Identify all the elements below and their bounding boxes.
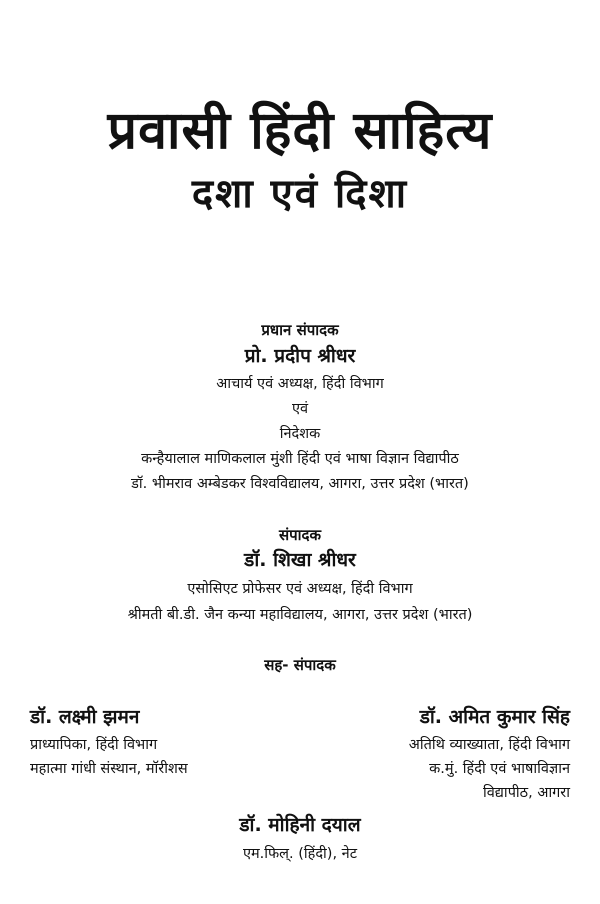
co-editor-left-name: डॉ. लक्ष्मी झमन bbox=[30, 706, 140, 728]
co-editor-right-line: क.मुं. हिंदी एवं भाषाविज्ञान bbox=[429, 761, 570, 777]
chief-editor-line: कन्हैयालाल माणिकलाल मुंशी हिंदी एवं भाषा विज्ञान विद्यापीठ bbox=[141, 451, 459, 467]
chief-editor-label: प्रधान संपादक bbox=[261, 321, 339, 339]
chief-editor-line: आचार्य एवं अध्यक्ष, हिंदी विभाग bbox=[216, 376, 384, 392]
book-subtitle: दशा एवं दिशा bbox=[191, 171, 409, 217]
editor-label: संपादक bbox=[278, 526, 322, 544]
co-editor-right-name: डॉ. अमित कुमार सिंह bbox=[419, 706, 570, 728]
editor-line: श्रीमती बी.डी. जैन कन्या महाविद्यालय, आगरा, उत्तर प्रदेश (भारत) bbox=[127, 607, 473, 623]
co-editor-right-line: विद्यापीठ, आगरा bbox=[482, 785, 570, 801]
co-editor-right-line: अतिथि व्याख्याता, हिंदी विभाग bbox=[408, 737, 570, 753]
co-editor-left-line: प्राध्यापिका, हिंदी विभाग bbox=[30, 737, 158, 753]
co-editor-bottom-line: एम.फिल्. (हिंदी), नेट bbox=[242, 846, 358, 862]
chief-editor-line: एवं bbox=[291, 401, 309, 417]
book-title: प्रवासी हिंदी साहित्य bbox=[107, 101, 493, 161]
chief-editor-line: निदेशक bbox=[279, 426, 321, 442]
editor-name: डॉ. शिखा श्रीधर bbox=[244, 549, 356, 571]
co-editor-bottom-name: डॉ. मोहिनी दयाल bbox=[239, 814, 361, 836]
editor-line: एसोसिएट प्रोफेसर एवं अध्यक्ष, हिंदी विभाग bbox=[187, 581, 413, 597]
chief-editor-name: प्रो. प्रदीप श्रीधर bbox=[244, 345, 356, 367]
chief-editor-line: डॉ. भीमराव अम्बेडकर विश्वविद्यालय, आगरा, उत्तर प्रदेश (भारत) bbox=[131, 476, 469, 492]
co-editors-label: सह- संपादक bbox=[264, 656, 336, 674]
co-editor-left-line: महात्मा गांधी संस्थान, मॉरीशस bbox=[30, 761, 188, 777]
